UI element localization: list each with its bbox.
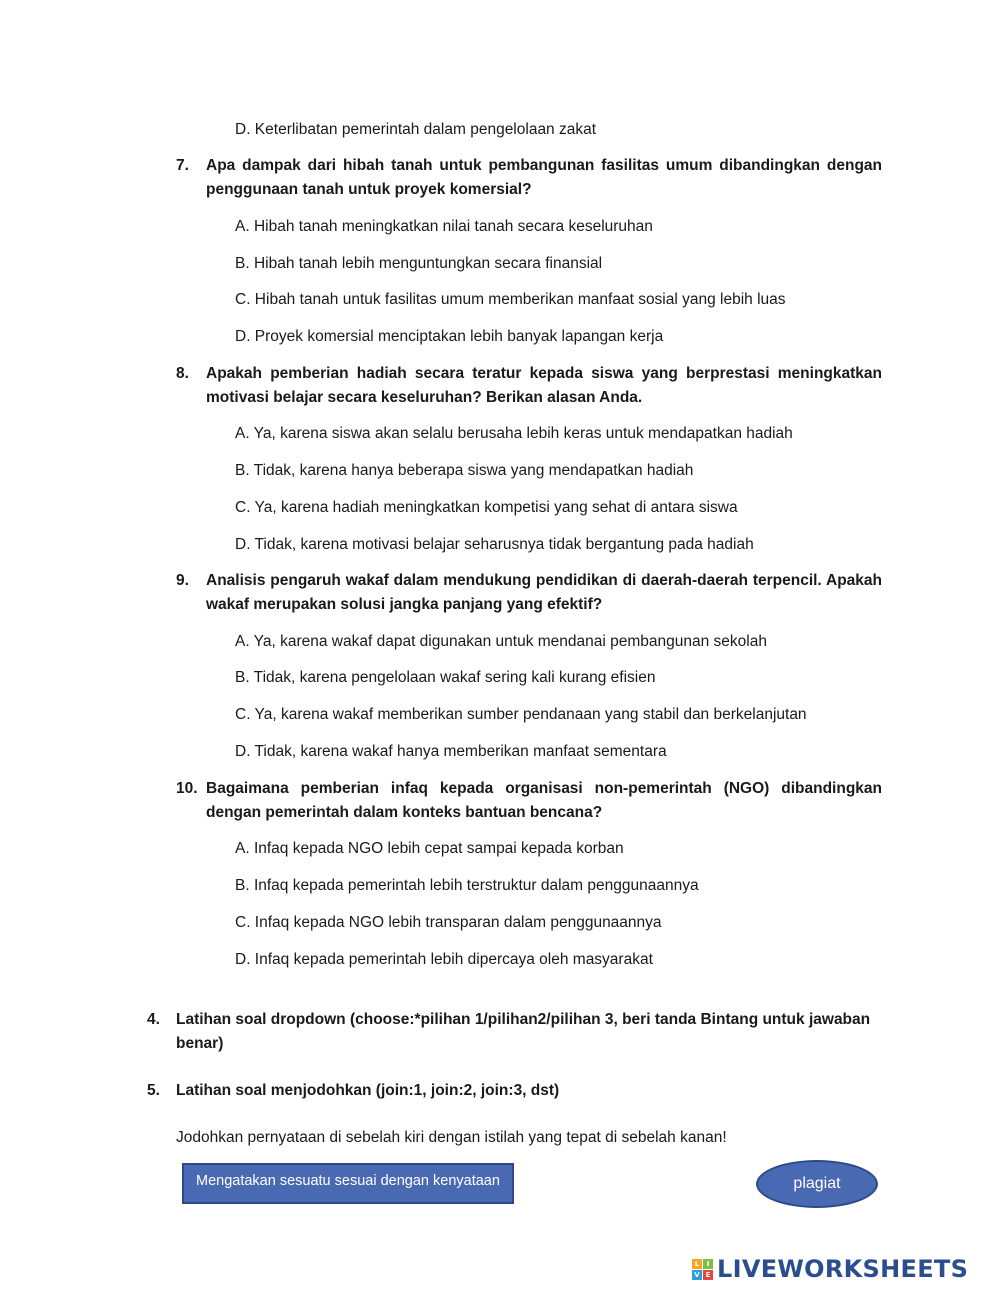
q9-option-a: A. Ya, karena wakaf dapat digunakan untuk mendanai pembangunan sekolah: [235, 633, 767, 650]
q7-question: Apa dampak dari hibah tanah untuk pembangunan fasilitas umum dibandingkan dengan penggunaan tanah untuk proyek komersial?: [206, 157, 882, 198]
q9-option-b: B. Tidak, karena pengelolaan wakaf sering kali kurang efisien: [235, 669, 656, 686]
q9-option-d: D. Tidak, karena wakaf hanya memberikan manfaat sementara: [235, 743, 667, 760]
section-5-number: 5.: [147, 1082, 160, 1099]
q9-number: 9.: [176, 572, 189, 589]
q7-option-c: C. Hibah tanah untuk fasilitas umum memberikan manfaat sosial yang lebih luas: [235, 291, 786, 308]
logo-letter-i: I: [703, 1259, 713, 1269]
q10-option-b: B. Infaq kepada pemerintah lebih terstruktur dalam penggunaannya: [235, 877, 699, 894]
q8-question: Apakah pemberian hadiah secara teratur kepada siswa yang berprestasi meningkatkan motivasi belajar secara keseluruhan? Berikan alasan Anda.: [206, 365, 882, 406]
matching-instruction: Jodohkan pernyataan di sebelah kiri dengan istilah yang tepat di sebelah kanan!: [176, 1129, 727, 1146]
q6-option-d: D. Keterlibatan pemerintah dalam pengelolaan zakat: [235, 121, 597, 138]
q10-option-a: A. Infaq kepada NGO lebih cepat sampai kepada korban: [235, 840, 624, 857]
q10-option-c: C. Infaq kepada NGO lebih transparan dalam penggunaannya: [235, 914, 662, 931]
q8-option-c: C. Ya, karena hadiah meningkatkan kompetisi yang sehat di antara siswa: [235, 499, 738, 516]
liveworksheets-wordmark: LIVEWORKSHEETS: [717, 1255, 969, 1283]
match-right-item[interactable]: plagiat: [756, 1160, 878, 1208]
q8-option-d: D. Tidak, karena motivasi belajar seharusnya tidak bergantung pada hadiah: [235, 536, 754, 553]
section-5-heading: Latihan soal menjodohkan (join:1, join:2, join:3, dst): [176, 1082, 560, 1099]
q7-option-b: B. Hibah tanah lebih menguntungkan secara finansial: [235, 255, 603, 272]
q10-number: 10.: [176, 780, 198, 797]
liveworksheets-logo-icon: [692, 1259, 713, 1280]
q9-question: Analisis pengaruh wakaf dalam mendukung pendidikan di daerah-daerah terpencil. Apakah wakaf merupakan solusi jangka panjang yang efektif?: [206, 572, 882, 613]
q8-option-a: A. Ya, karena siswa akan selalu berusaha lebih keras untuk mendapatkan hadiah: [235, 425, 793, 442]
logo-letter-v: V: [692, 1270, 702, 1280]
q10-option-d: D. Infaq kepada pemerintah lebih dipercaya oleh masyarakat: [235, 951, 653, 968]
q9-option-c: C. Ya, karena wakaf memberikan sumber pendanaan yang stabil dan berkelanjutan: [235, 706, 807, 723]
section-4-heading: Latihan soal dropdown (choose:*pilihan 1/pilihan2/pilihan 3, beri tanda Bintang untuk jawaban benar): [176, 1011, 871, 1052]
logo-letter-e: E: [703, 1270, 713, 1280]
logo-letter-l: L: [692, 1259, 702, 1269]
q7-option-d: D. Proyek komersial menciptakan lebih banyak lapangan kerja: [235, 328, 664, 345]
q8-option-b: B. Tidak, karena hanya beberapa siswa yang mendapatkan hadiah: [235, 462, 694, 479]
q8-number: 8.: [176, 365, 189, 382]
section-4-number: 4.: [147, 1011, 160, 1028]
liveworksheets-brand: [692, 1254, 968, 1284]
match-left-item[interactable]: Mengatakan sesuatu sesuai dengan kenyataan: [182, 1163, 514, 1204]
q7-option-a: A. Hibah tanah meningkatkan nilai tanah secara keseluruhan: [235, 218, 653, 235]
q7-number: 7.: [176, 157, 189, 174]
q10-question: Bagaimana pemberian infaq kepada organisasi non-pemerintah (NGO) dibandingkan dengan pemerintah dalam konteks bantuan bencana?: [206, 780, 882, 821]
